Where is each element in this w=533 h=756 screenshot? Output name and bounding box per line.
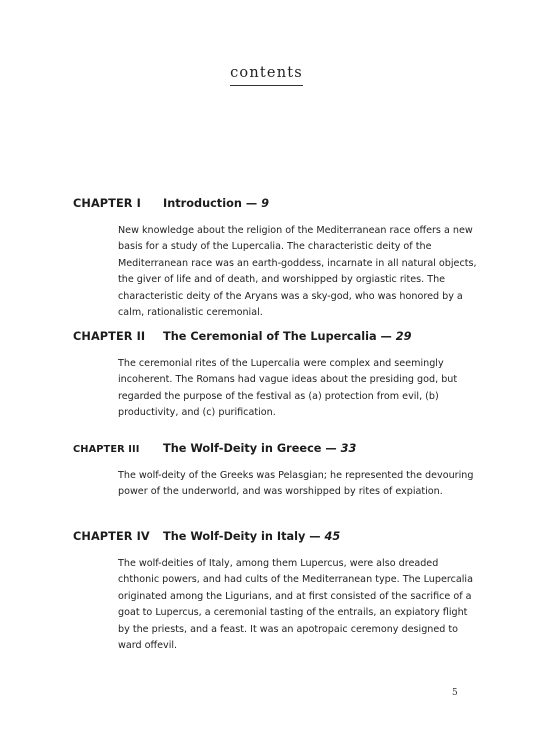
chapter-number: CHAPTER III (73, 444, 140, 455)
chapter-entry-3 (73, 442, 473, 501)
chapter-title (163, 442, 356, 455)
chapter-title (163, 197, 269, 210)
chapter-number: CHAPTER II (73, 330, 146, 343)
page-number: 5 (452, 688, 458, 698)
chapter-title-text: Introduction — (163, 197, 258, 210)
chapter-summary: The wolf-deities of Italy, among them Lupercus, were also dreaded chthonic powers, and had cults of the Mediterranean type. The Lupercalia originated among the Ligurians, and at first consisted of the sacrifice of a goat to Lupercus, a ceremonial tasting of the entrails, an expiatory flight by the priests, and a feast. It was an apotropaic ceremony designed to ward offevil. (118, 558, 473, 652)
chapter-entry-2 (73, 330, 473, 422)
chapter-page-number: 9 (261, 197, 269, 210)
chapter-heading (73, 442, 473, 462)
chapter-heading (73, 330, 473, 350)
page-title: contents (230, 65, 303, 86)
chapter-heading (73, 530, 473, 550)
chapter-title (163, 530, 340, 543)
chapter-page-number: 29 (395, 330, 412, 343)
chapter-heading (73, 197, 473, 217)
chapter-title (163, 330, 412, 343)
chapter-entry-4 (73, 530, 473, 654)
chapter-page-number: 45 (324, 530, 341, 543)
chapter-summary: The ceremonial rites of the Lupercalia were complex and seemingly incoherent. The Romans had vague ideas about the presiding god, but regarded the purpose of the festival as (a) protection from evil, (b) productivity, and (c) purification. (118, 358, 458, 419)
chapter-title-text: The Ceremonial of The Lupercalia — (163, 330, 392, 343)
chapter-page-number: 33 (340, 442, 357, 455)
chapter-entry-1 (73, 197, 477, 321)
title-block (0, 62, 533, 86)
chapter-summary: New knowledge about the religion of the Mediterranean race offers a new basis for a study of the Lupercalia. The characteristic deity of the Mediterranean race was an earth-goddess, incarnate in all natural objects, the giver of life and of death, and worshipped by orgiastic rites. The characteristic deity of the Aryans was a sky-god, who was honored by a calm, rationalistic ceremonial. (118, 225, 477, 319)
chapter-number: CHAPTER I (73, 197, 141, 210)
chapter-title-text: The Wolf-Deity in Italy — (163, 530, 321, 543)
chapter-number: CHAPTER IV (73, 530, 150, 543)
chapter-title-text: The Wolf-Deity in Greece — (163, 442, 337, 455)
chapter-summary: The wolf-deity of the Greeks was Pelasgian; he represented the devouring power of the underworld, and was worshipped by rites of expiation. (118, 470, 474, 498)
